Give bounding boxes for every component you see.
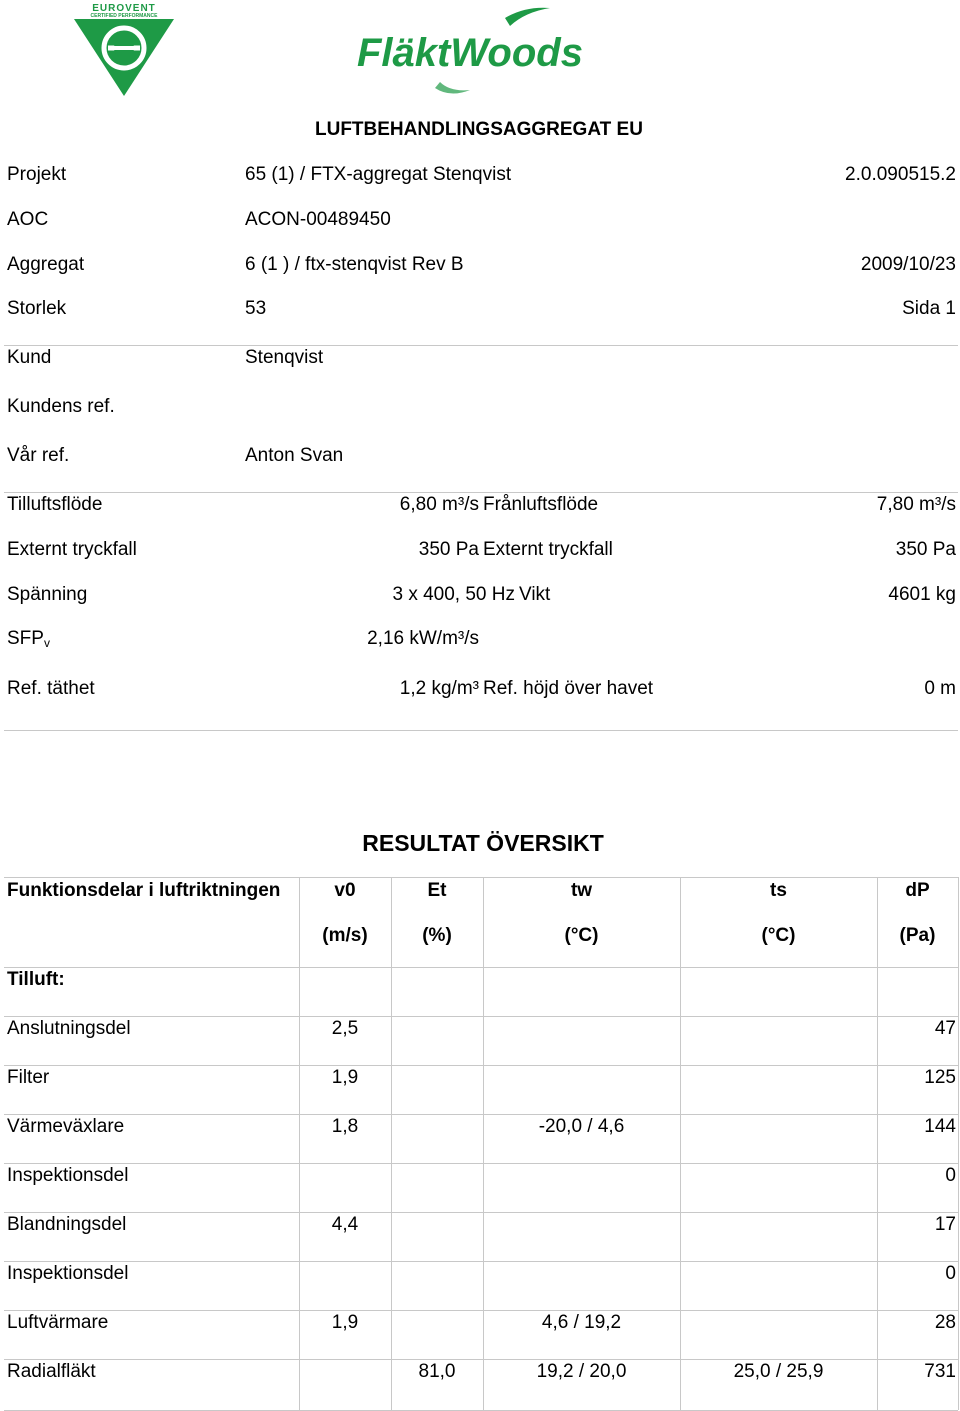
storlek-label: Storlek — [7, 298, 67, 319]
row-8-tw: 19,2 / 20,0 — [536, 1361, 627, 1382]
section-tilluft: Tilluft: — [7, 969, 65, 990]
column-unit-ts: (°C) — [761, 925, 796, 946]
table-row-divider — [4, 1016, 958, 1017]
document-title: LUFTBEHANDLINGSAGGREGAT EU — [315, 119, 643, 140]
spanning-value: 3 x 400, 50 Hz — [392, 584, 515, 605]
row-8-et: 81,0 — [418, 1361, 456, 1382]
eurovent-logo — [70, 2, 178, 98]
row-3-tw: -20,0 / 4,6 — [538, 1116, 625, 1137]
aoc-value: ACON-00489450 — [245, 209, 391, 230]
row-2-v0: 1,9 — [331, 1067, 359, 1088]
results-title: RESULTAT ÖVERSIKT — [362, 830, 604, 856]
row-8-name: Radialfläkt — [7, 1361, 96, 1382]
flaktwoods-logo — [355, 6, 610, 96]
column-unit-et: (%) — [422, 925, 452, 946]
table-row-divider — [4, 967, 958, 968]
divider — [4, 492, 958, 493]
tathet-label: Ref. täthet — [7, 678, 95, 699]
sfp-value: 2,16 kW/m³/s — [367, 628, 479, 649]
table-row-divider — [4, 1310, 958, 1311]
row-4-name: Inspektionsdel — [7, 1165, 129, 1186]
column-header-funktionsdelar: Funktionsdelar i luftriktningen — [7, 880, 281, 901]
table-row-divider — [4, 1065, 958, 1066]
column-header-tw: tw — [570, 880, 593, 901]
row-8-dp: 731 — [924, 1361, 956, 1382]
row-1-dp: 47 — [934, 1018, 956, 1039]
vikt-value: 4601 kg — [888, 584, 956, 605]
hojd-value: 0 m — [924, 678, 956, 699]
storlek-value: 53 — [245, 298, 267, 319]
kundens-ref-label: Kundens ref. — [7, 396, 115, 417]
table-row-divider — [4, 1163, 958, 1164]
row-5-dp: 17 — [934, 1214, 956, 1235]
divider — [4, 730, 958, 731]
eurovent-logo-subtext: CERTIFIED PERFORMANCE — [90, 13, 158, 19]
table-column-divider — [877, 877, 878, 1410]
row-5-v0: 4,4 — [331, 1214, 359, 1235]
hojd-label: Ref. höjd över havet — [483, 678, 654, 699]
externt-tryckfall-value-1: 350 Pa — [418, 539, 479, 560]
sfp-label-subscript: v — [43, 636, 50, 650]
row-6-name: Inspektionsdel — [7, 1263, 129, 1284]
var-ref-label: Vår ref. — [7, 445, 70, 466]
row-1-name: Anslutningsdel — [7, 1018, 131, 1039]
tilluftsflode-value: 6,80 m³/s — [399, 494, 479, 515]
page-number: Sida 1 — [902, 298, 956, 319]
table-row-divider — [4, 1114, 958, 1115]
spanning-label: Spänning — [7, 584, 88, 605]
row-5-name: Blandningsdel — [7, 1214, 127, 1235]
aggregat-label: Aggregat — [7, 254, 85, 275]
row-7-tw: 4,6 / 19,2 — [541, 1312, 622, 1333]
row-1-v0: 2,5 — [331, 1018, 359, 1039]
projekt-label: Projekt — [7, 164, 67, 185]
column-unit-tw: (°C) — [564, 925, 599, 946]
table-column-divider — [391, 877, 392, 1410]
row-7-name: Luftvärmare — [7, 1312, 109, 1333]
row-3-v0: 1,8 — [331, 1116, 359, 1137]
table-row-divider — [4, 1212, 958, 1213]
column-header-v0: v0 — [334, 880, 356, 901]
franluftsflode-value: 7,80 m³/s — [876, 494, 956, 515]
franluftsflode-label: Frånluftsflöde — [483, 494, 599, 515]
column-unit-dp: (Pa) — [899, 925, 936, 946]
row-6-dp: 0 — [945, 1263, 956, 1284]
row-2-dp: 125 — [924, 1067, 956, 1088]
vikt-label: Vikt — [519, 584, 551, 605]
table-row-divider — [4, 877, 958, 878]
document-date: 2009/10/23 — [860, 254, 956, 275]
projekt-value: 65 (1) / FTX-aggregat Stenqvist — [245, 164, 512, 185]
row-2-name: Filter — [7, 1067, 50, 1088]
column-header-ts: ts — [770, 880, 787, 901]
aggregat-value: 6 (1 ) / ftx-stenqvist Rev B — [245, 254, 464, 275]
externt-tryckfall-label-2: Externt tryckfall — [483, 539, 613, 560]
row-7-dp: 28 — [934, 1312, 956, 1333]
column-header-dp: dP — [905, 880, 930, 901]
kund-value: Stenqvist — [245, 347, 324, 368]
sfp-label — [7, 628, 50, 654]
divider — [4, 345, 958, 346]
column-unit-v0: (m/s) — [322, 925, 368, 946]
var-ref-value: Anton Svan — [245, 445, 344, 466]
table-column-divider — [680, 877, 681, 1410]
version-number: 2.0.090515.2 — [845, 164, 956, 185]
eurovent-logo-text: EUROVENT — [92, 3, 156, 14]
row-7-v0: 1,9 — [331, 1312, 359, 1333]
tilluftsflode-label: Tilluftsflöde — [7, 494, 103, 515]
table-row-divider — [4, 1261, 958, 1262]
kund-label: Kund — [7, 347, 52, 368]
column-header-et: Et — [427, 880, 447, 901]
externt-tryckfall-label-1: Externt tryckfall — [7, 539, 137, 560]
row-8-ts: 25,0 / 25,9 — [733, 1361, 824, 1382]
flaktwoods-logo-text: FläktWoods — [357, 31, 583, 75]
sfp-label-text: SFP — [7, 628, 44, 649]
aoc-label: AOC — [7, 209, 49, 230]
row-4-dp: 0 — [945, 1165, 956, 1186]
externt-tryckfall-value-2: 350 Pa — [895, 539, 956, 560]
row-3-name: Värmeväxlare — [7, 1116, 125, 1137]
table-row-divider — [4, 1359, 958, 1360]
table-column-divider — [958, 877, 959, 1410]
tathet-value: 1,2 kg/m³ — [399, 678, 479, 699]
row-3-dp: 144 — [924, 1116, 956, 1137]
